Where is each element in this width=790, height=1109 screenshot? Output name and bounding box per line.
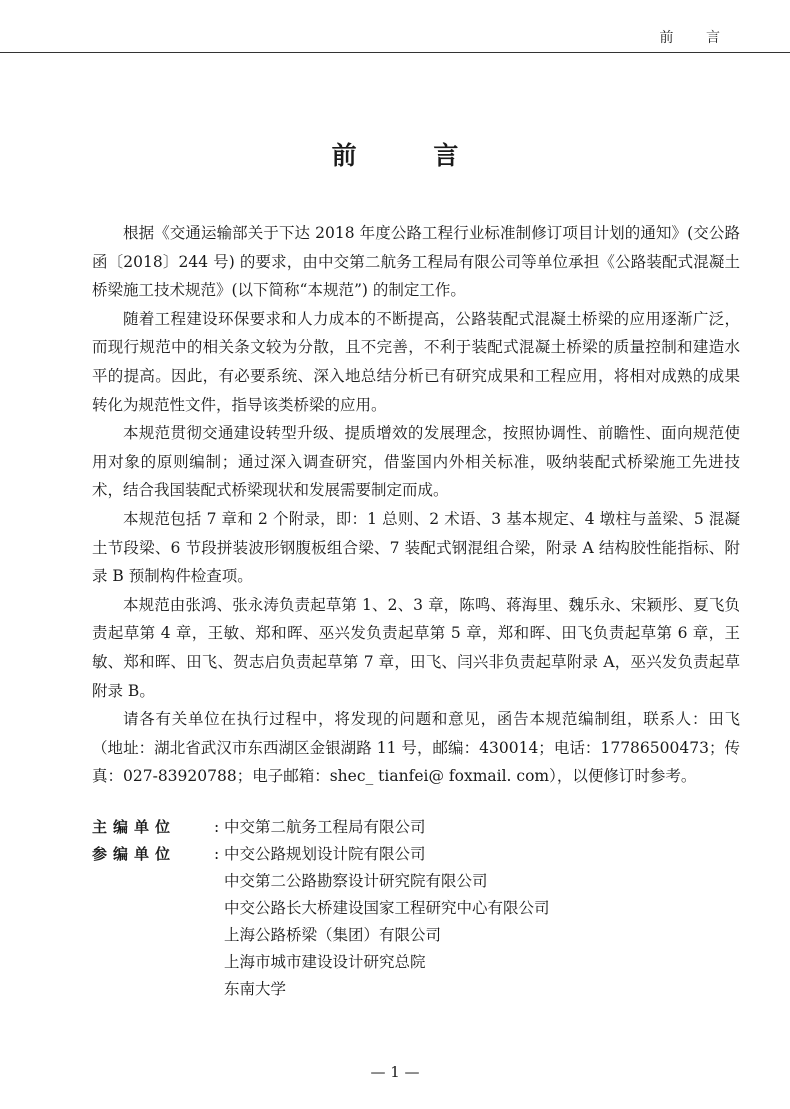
paragraph: 请各有关单位在执行过程中，将发现的问题和意见，函告本规范编制组，联系人：田飞（地址：湖北省武汉市东西湖区金银湖路 11 号，邮编：430014；电话：17786500473；传真：027-83920788；电子邮箱：shec_ tianfei@ foxmail. com），以便修订时参考。 xyxy=(92,710,740,786)
label-colon: : xyxy=(214,818,220,836)
participating-unit: 中交公路规划设计院有限公司 xyxy=(224,845,426,863)
participating-editor-row xyxy=(92,841,740,868)
preface-body xyxy=(92,219,740,791)
participating-unit-list xyxy=(92,868,740,1003)
running-header: 前 言 xyxy=(659,30,734,46)
label-colon: : xyxy=(214,845,220,863)
chief-editor-unit: 中交第二航务工程局有限公司 xyxy=(224,818,426,836)
participating-unit: 上海公路桥梁（集团）有限公司 xyxy=(224,926,442,944)
participating-unit: 中交公路长大桥建设国家工程研究中心有限公司 xyxy=(224,899,550,917)
header-divider xyxy=(0,52,790,53)
paragraph: 本规范贯彻交通建设转型升级、提质增效的发展理念，按照协调性、前瞻性、面向规范使用对象的原则编制；通过深入调查研究，借鉴国内外相关标准，吸纳装配式桥梁施工先进技术，结合我国装配式桥梁现状和发展需要制定而成。 xyxy=(92,424,740,500)
paragraph: 随着工程建设环保要求和人力成本的不断提高，公路装配式混凝土桥梁的应用逐渐广泛，而现行规范中的相关条文较为分散，且不完善，不利于装配式混凝土桥梁的质量控制和建造水平的提高。因此，有必要系统、深入地总结分析已有研究成果和工程应用，将相对成熟的成果转化为规范性文件，指导该类桥梁的应用。 xyxy=(92,309,740,414)
editing-units xyxy=(92,814,740,1003)
chief-editor-row xyxy=(92,814,740,841)
chief-editor-label: 主编单位 xyxy=(92,818,177,836)
page-number: — 1 — xyxy=(370,1063,420,1081)
paragraph: 根据《交通运输部关于下达 2018 年度公路工程行业标准制修订项目计划的通知》(交公路函〔2018〕244 号) 的要求，由中交第二航务工程局有限公司等单位承担《公路装配式混凝土桥梁施工技术规范》(以下简称“本规范”) 的制定工作。 xyxy=(92,224,740,300)
participating-unit: 东南大学 xyxy=(224,980,287,998)
paragraph: 本规范由张鸿、张永涛负责起草第 1、2、3 章，陈鸣、蒋海里、魏乐永、宋颖彤、夏飞负责起草第 4 章，王敏、郑和晖、巫兴发负责起草第 5 章，郑和晖、田飞负责起草第 6 章，王敏、郑和晖、田飞、贺志启负责起草第 7 章，田飞、闫兴非负责起草附录 A，巫兴发负责起草附录 B。 xyxy=(92,595,740,700)
page-title: 前 言 xyxy=(331,141,493,170)
participating-unit: 中交第二公路勘察设计研究院有限公司 xyxy=(224,872,488,890)
paragraph: 本规范包括 7 章和 2 个附录，即：1 总则、2 术语、3 基本规定、4 墩柱与盖梁、5 混凝土节段梁、6 节段拼装波形钢腹板组合梁、7 装配式钢混组合梁，附录 A 结构胶性能指标、附录 B 预制构件检查项。 xyxy=(92,509,740,586)
participating-unit: 上海市城市建设设计研究总院 xyxy=(224,953,426,971)
participating-editor-label: 参编单位 xyxy=(92,845,177,863)
